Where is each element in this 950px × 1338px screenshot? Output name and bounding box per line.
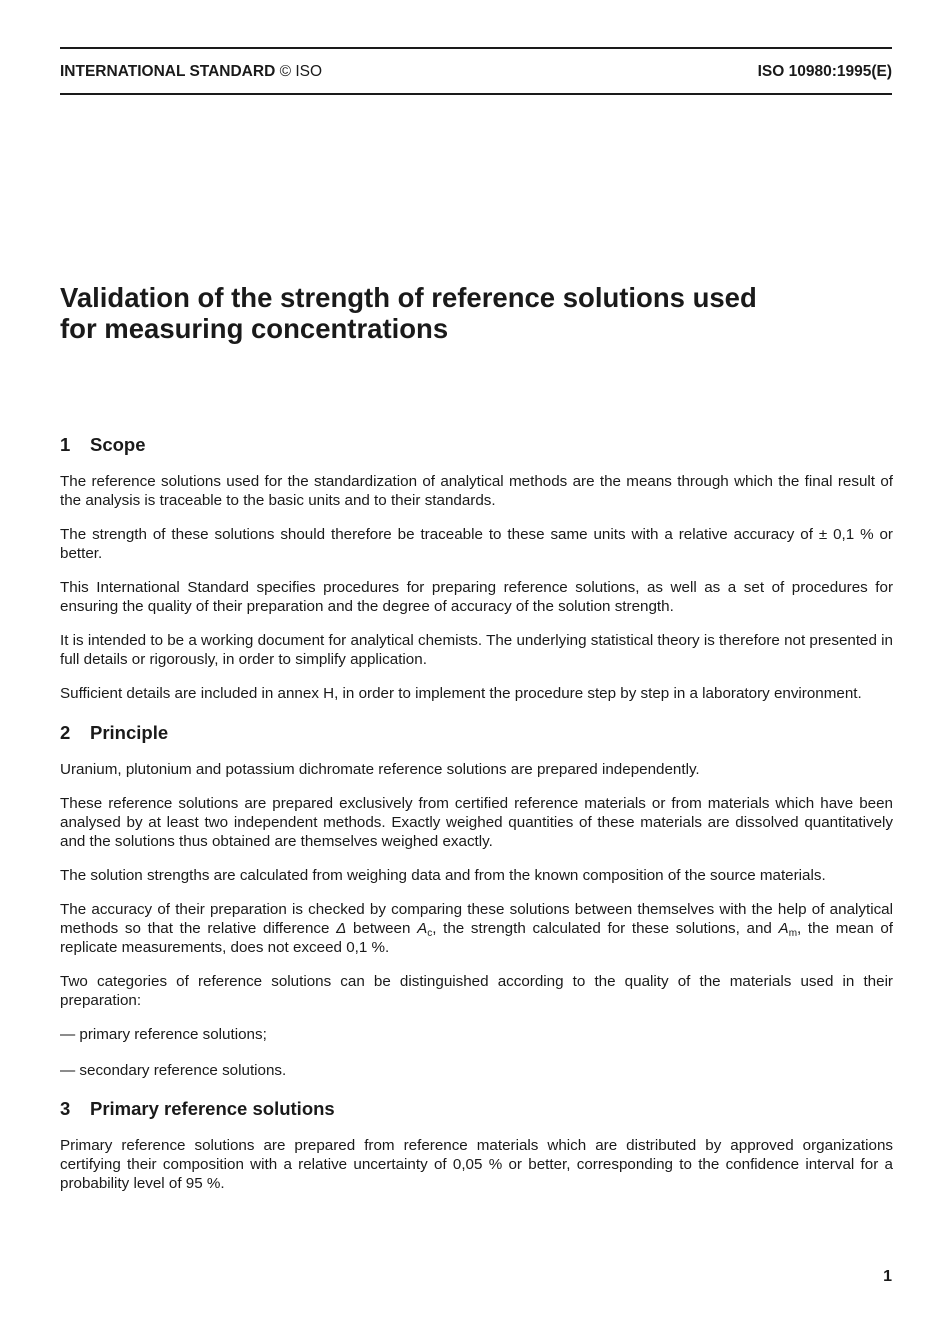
title-line-1: Validation of the strength of reference solutions used <box>60 282 757 313</box>
section-title: Principle <box>90 722 169 743</box>
principle-paragraph-3: The solution strengths are calculated from weighing data and from the known composition of the source materials. <box>60 867 826 884</box>
principle-paragraph-4 <box>60 900 893 957</box>
scope-paragraph-3: This International Standard specifies procedures for preparing reference solutions, as well as a set of procedures for ensuring the quality of their preparation and the degree of accuracy of the solution strength. <box>60 579 893 615</box>
section-number: 2 <box>60 722 71 743</box>
document-title <box>60 282 890 344</box>
subscript-m: m <box>788 928 798 939</box>
text-run: , the strength calculated for these solutions, and <box>432 920 779 937</box>
principle-paragraph-5: Two categories of reference solutions can be distinguished according to the quality of the materials used in their preparation: <box>60 973 893 1009</box>
text-run: The accuracy of their preparation is checked by comparing these solutions between themselves with the help of analytical methods so that the relative difference <box>60 901 893 937</box>
section-number: 1 <box>60 434 71 455</box>
text-run: between <box>346 920 418 937</box>
header-left <box>60 62 322 82</box>
scope-paragraph-1: The reference solutions used for the standardization of analytical methods are the means through which the final result of the analysis is traceable to the basic units and to their standards. <box>60 473 893 509</box>
section-heading-principle <box>60 721 893 745</box>
scope-paragraph-5: Sufficient details are included in annex H, in order to implement the procedure step by step in a laboratory environment. <box>60 685 862 702</box>
subscript-c: c <box>427 928 433 939</box>
header-bottom-rule <box>60 93 892 95</box>
section-title: Scope <box>90 434 146 455</box>
text-run: , the mean of replicate measurements, does not exceed 0,1 %. <box>60 920 894 956</box>
symbol-a: A <box>417 920 428 937</box>
header-copyright: © ISO <box>279 63 323 80</box>
section-heading-scope <box>60 433 893 457</box>
scope-paragraph-2: The strength of these solutions should therefore be traceable to these same units with a relative accuracy of ± 0,1 % or better. <box>60 526 893 562</box>
delta-symbol: Δ <box>336 920 347 937</box>
section-heading-primary-reference-solutions <box>60 1097 893 1121</box>
symbol-a: A <box>778 920 789 937</box>
principle-paragraph-1: Uranium, plutonium and potassium dichromate reference solutions are prepared independently. <box>60 761 700 778</box>
section-title: Primary reference solutions <box>90 1098 335 1119</box>
page-number: 1 <box>883 1268 892 1285</box>
scope-paragraph-4: It is intended to be a working document for analytical chemists. The underlying statistical theory is therefore not presented in full details or rigorously, in order to simplify application. <box>60 632 893 668</box>
list-item: — primary reference solutions; <box>60 1026 267 1043</box>
header-document-id: ISO 10980:1995(E) <box>757 63 892 80</box>
header-top-rule <box>60 47 892 49</box>
primary-paragraph-1: Primary reference solutions are prepared from reference materials which are distributed by approved organizations certifying their composition with a relative uncertainty of 0,05 % or better, corresponding to the confidence interval for a probability level of 95 %. <box>60 1137 893 1192</box>
section-number: 3 <box>60 1098 71 1119</box>
title-line-2: for measuring concentrations <box>60 313 449 344</box>
header-standard-label: INTERNATIONAL STANDARD <box>60 63 276 80</box>
running-header <box>60 62 892 82</box>
list-item: — secondary reference solutions. <box>60 1062 287 1079</box>
document-body <box>60 433 893 1208</box>
principle-paragraph-2: These reference solutions are prepared exclusively from certified reference materials or from materials which have been analysed by at least two independent methods. Exactly weighed quantities of these materials are dissolved quantitatively and the solutions thus obtained are themselves weighed exactly. <box>60 795 893 850</box>
